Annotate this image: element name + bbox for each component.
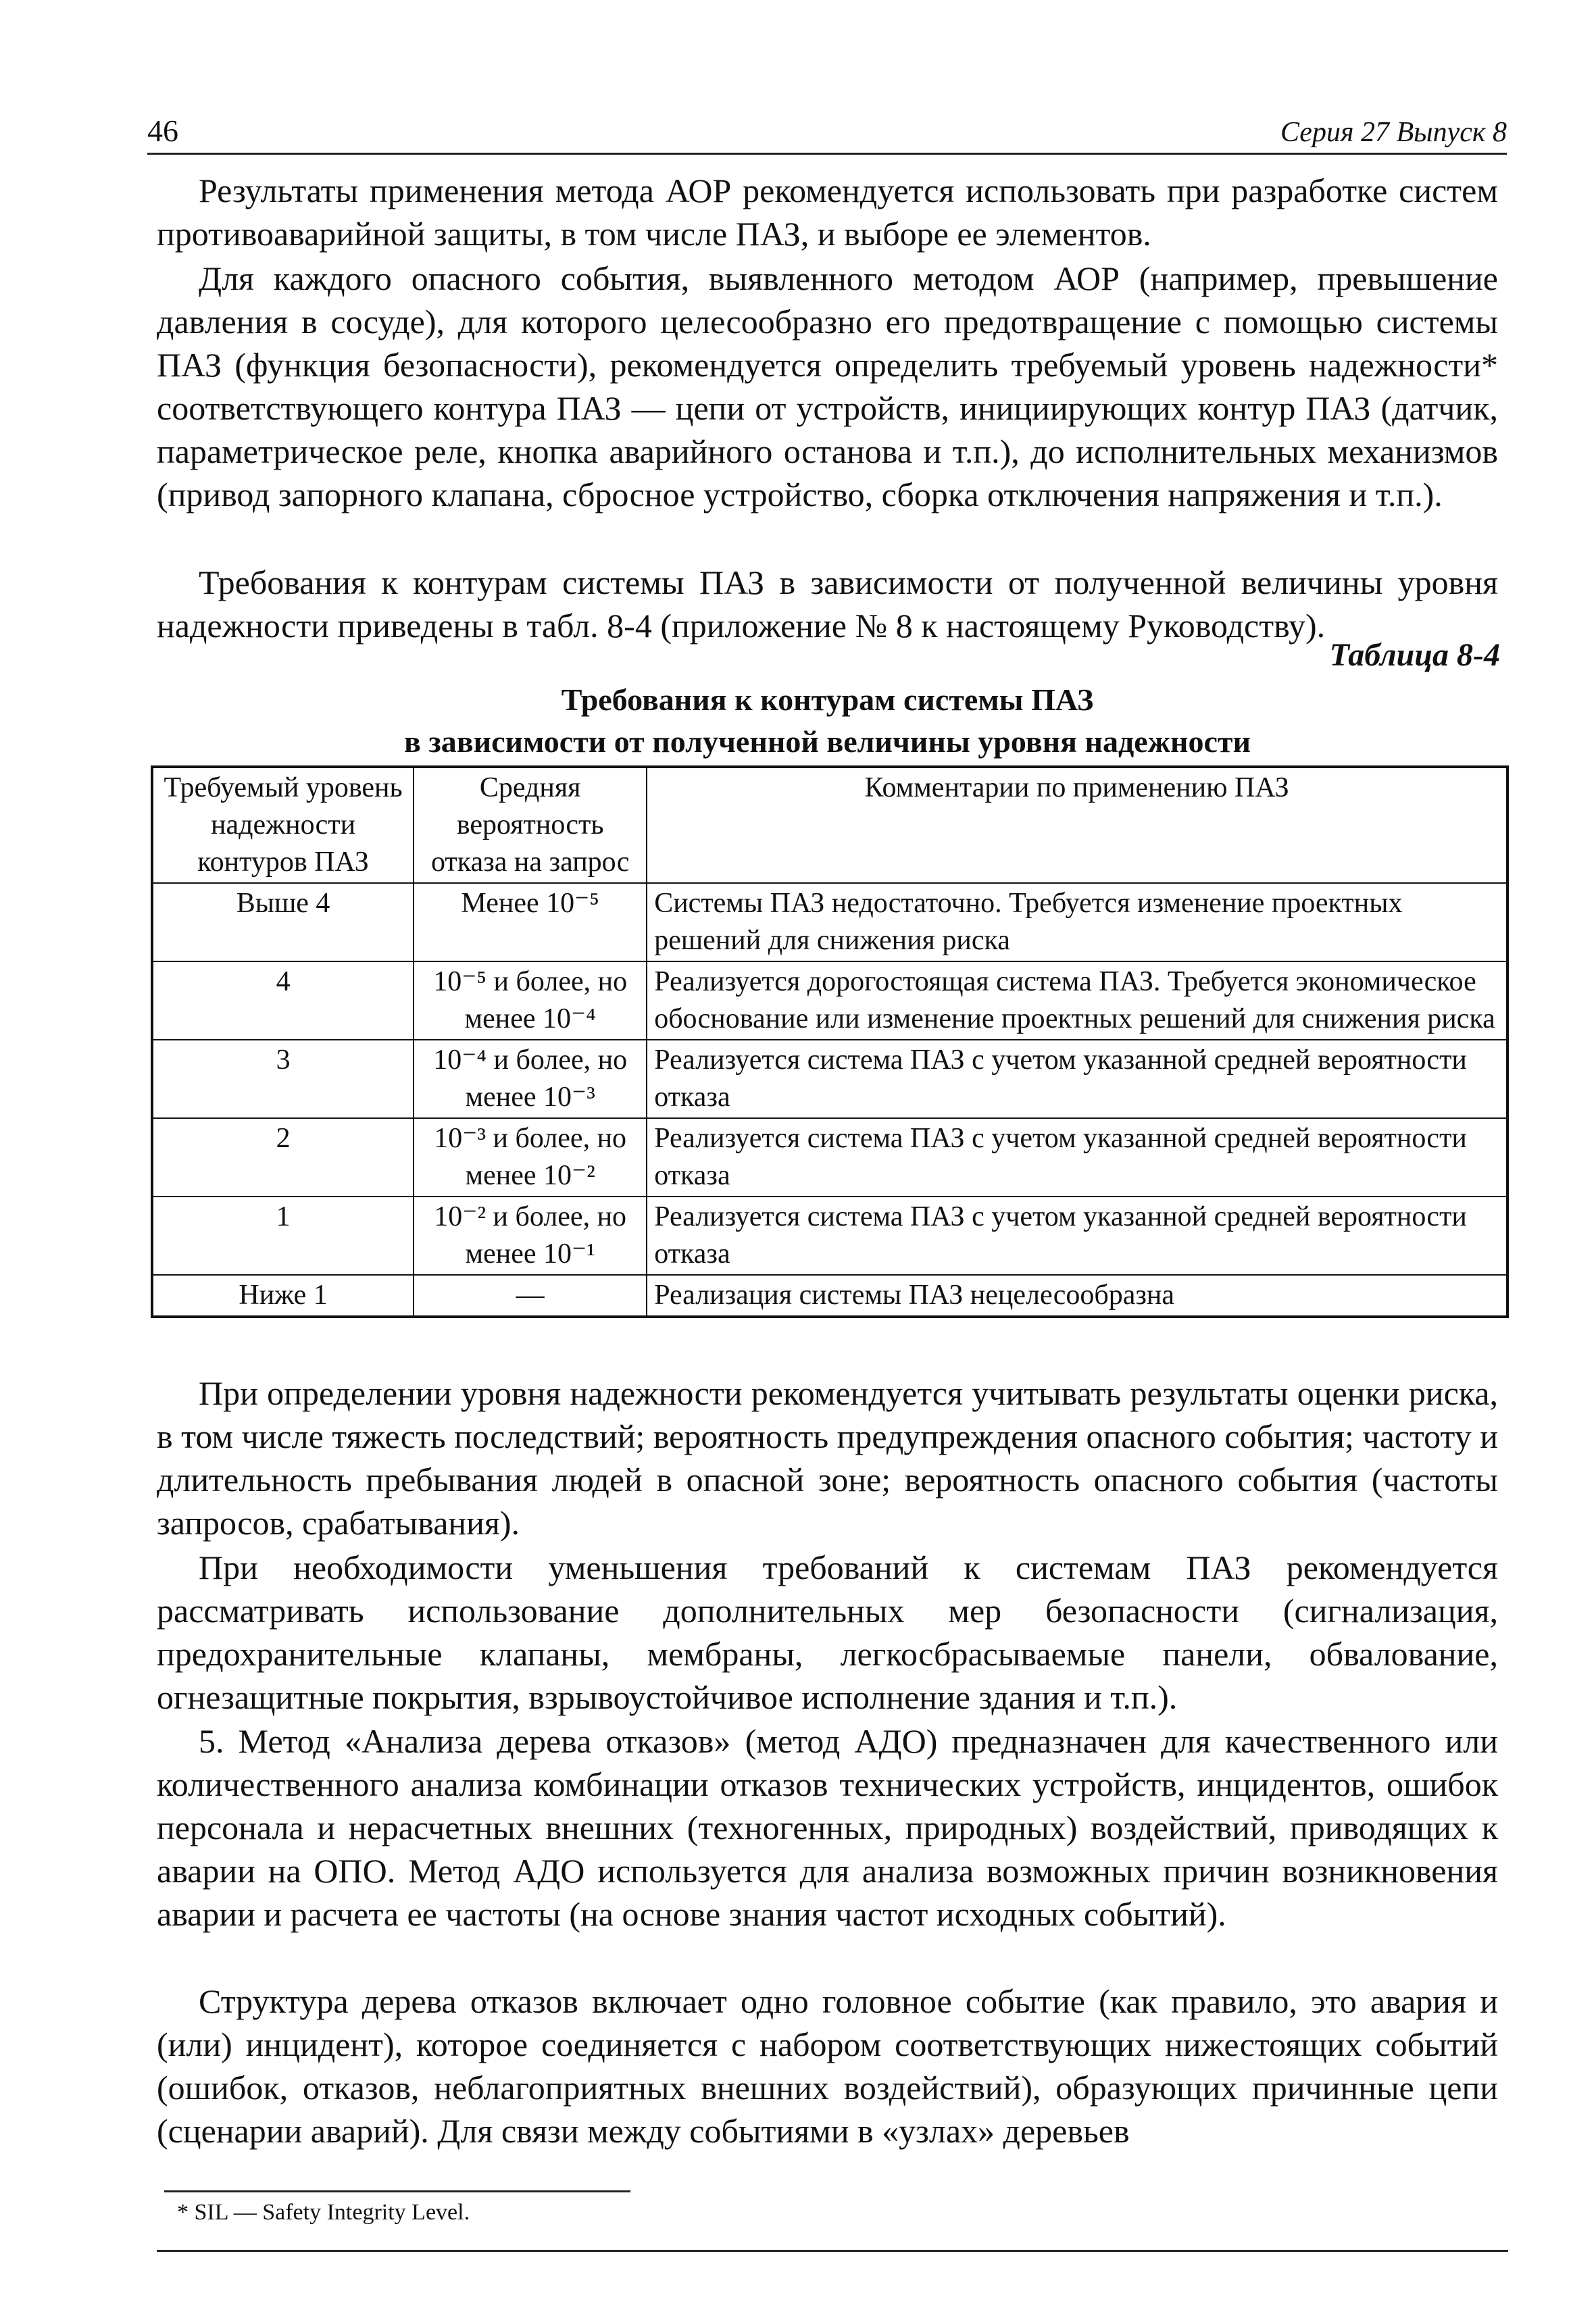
cell-probability: Менее 10⁻⁵ — [414, 883, 647, 961]
paragraph-requirements-ref: Требования к контурам системы ПАЗ в зависимости от полученной величины уровня надежности приведены в табл. 8-4 (приложение № 8 к настоящему Руководству). — [157, 563, 1498, 645]
header-reliability-level: Требуемый уровень надежности контуров ПАЗ — [152, 767, 414, 883]
cell-level: 3 — [152, 1040, 414, 1118]
paragraph-reliability-level: Для каждого опасного события, выявленного методом АОР (например, превышение давления в сосуде), для которого целесообразно его предотвращение с помощью системы ПАЗ (функция безопасности), рекомендуется определить требуемый уровень надежности* соответствующего контура ПАЗ — цепи от устройств, инициирующих контур ПАЗ (датчик, параметрическое реле, кнопка аварийного останова и т.п.), до исполнительных механизмов (привод запорного клапана, сбросное устройство, сборка отключения напряжения и т.п.). — [157, 259, 1498, 513]
paragraph-fault-tree-method: 5. Метод «Анализа дерева отказов» (метод АДО) предназначен для качественного или количественного анализа комбинации отказов технических устройств, инцидентов, ошибок персонала и нерасчетных внешних (техногенных, природных) воздействий, приводящих к аварии на ОПО. Метод АДО используется для анализа возможных причин возникновения аварии и расчета ее частоты (на основе знания частот исходных событий). — [157, 1722, 1498, 1933]
table-row — [152, 1040, 1507, 1118]
running-head: Серия 27 Выпуск 8 — [1280, 117, 1507, 148]
header-comments: Комментарии по применению ПАЗ — [647, 767, 1507, 883]
table-header-row — [152, 767, 1507, 883]
table-title-line1: Требования к контурам системы ПАЗ — [561, 682, 1094, 717]
table-row — [152, 961, 1507, 1040]
paragraph-additional-measures: При необходимости уменьшения требований к системам ПАЗ рекомендуется рассматривать использование дополнительных мер безопасности (сигнализация, предохранительные клапаны, мембраны, легкосбрасываемые панели, обвалование, огнезащитные покрытия, взрывоустойчивое исполнение здания и т.п.). — [157, 1549, 1498, 1716]
cell-probability: 10⁻³ и более, но менее 10⁻² — [414, 1118, 647, 1197]
cell-level: Выше 4 — [152, 883, 414, 961]
table-title-line2: в зависимости от полученной величины уровня надежности — [403, 724, 1251, 759]
cell-comment: Реализуется дорогостоящая система ПАЗ. Требуется экономическое обоснование или изменение проектных решений для снижения риска — [647, 961, 1507, 1040]
table-label: Таблица 8-4 — [1329, 637, 1500, 673]
footnote: * SIL — Safety Integrity Level. — [177, 2200, 470, 2225]
header-failure-probability: Средняя вероятность отказа на запрос — [414, 767, 647, 883]
cell-probability: — — [414, 1275, 647, 1317]
cell-comment: Реализация системы ПАЗ нецелесообразна — [647, 1275, 1507, 1317]
table-row — [152, 1275, 1507, 1317]
cell-probability: 10⁻⁴ и более, но менее 10⁻³ — [414, 1040, 647, 1118]
table-row — [152, 883, 1507, 961]
table-row — [152, 1197, 1507, 1275]
cell-comment: Системы ПАЗ недостаточно. Требуется изменение проектных решений для снижения риска — [647, 883, 1507, 961]
page-bottom-rule — [157, 2250, 1508, 2252]
cell-probability: 10⁻⁵ и более, но менее 10⁻⁴ — [414, 961, 647, 1040]
cell-level: Ниже 1 — [152, 1275, 414, 1317]
cell-level: 4 — [152, 961, 414, 1040]
paragraph-aor-usage: Результаты применения метода АОР рекомендуется использовать при разработке систем противоаварийной защиты, в том числе ПАЗ, и выборе ее элементов. — [157, 172, 1498, 253]
paragraph-risk-assessment: При определении уровня надежности рекомендуется учитывать результаты оценки риска, в том числе тяжесть последствий; вероятность предупреждения опасного события; частоту и длительность пребывания людей в опасной зоне; вероятность опасного события (частоты запросов, срабатывания). — [157, 1374, 1498, 1542]
page-header — [147, 108, 1507, 155]
requirements-table — [151, 765, 1509, 1318]
paragraph-fault-tree-structure: Структура дерева отказов включает одно головное событие (как правило, это авария и (или) инцидент), которое соединяется с набором соответствующих нижестоящих событий (ошибок, отказов, неблагоприятных внешних воздействий), образующих причинные цепи (сценарии аварий). Для связи между событиями в «узлах» деревьев — [157, 1982, 1498, 2150]
cell-comment: Реализуется система ПАЗ с учетом указанной средней вероятности отказа — [647, 1118, 1507, 1197]
cell-level: 2 — [152, 1118, 414, 1197]
cell-comment: Реализуется система ПАЗ с учетом указанной средней вероятности отказа — [647, 1040, 1507, 1118]
table-row — [152, 1118, 1507, 1197]
cell-probability: 10⁻² и более, но менее 10⁻¹ — [414, 1197, 647, 1275]
footnote-divider — [164, 2190, 630, 2192]
cell-level: 1 — [152, 1197, 414, 1275]
cell-comment: Реализуется система ПАЗ с учетом указанной средней вероятности отказа — [647, 1197, 1507, 1275]
page-number: 46 — [147, 114, 178, 148]
